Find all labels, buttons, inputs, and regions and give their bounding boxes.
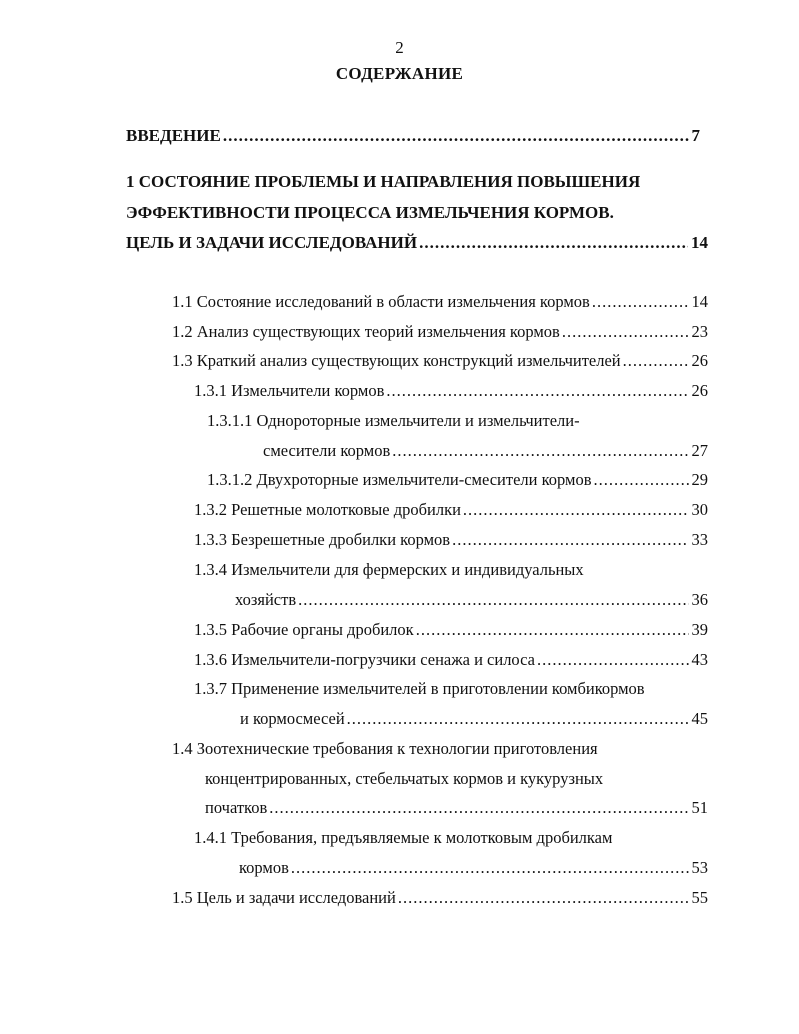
dot-leader [347, 709, 689, 729]
toc-entry-1-3-4[interactable] [235, 590, 708, 610]
dot-leader [392, 441, 688, 461]
toc-entry-1-5[interactable] [172, 888, 708, 908]
toc-entry-1-3-2[interactable] [194, 500, 708, 520]
toc-entry-1-3-5[interactable] [194, 620, 708, 640]
toc-entry-1-3-1-2[interactable] [207, 470, 708, 490]
toc-entry-1-4-1[interactable] [239, 858, 708, 878]
dot-leader [594, 470, 689, 490]
toc-page-number: 53 [691, 858, 708, 877]
dot-leader [291, 858, 689, 878]
toc-entry-1-4-1-line-1: 1.4.1 Требования, предъявляемые к молотковым дробилкам [194, 828, 613, 847]
toc-page-number: 45 [691, 709, 708, 728]
toc-entry-label: 1.3.2 Решетные молотковые дробилки [194, 500, 461, 519]
dot-leader [623, 351, 689, 371]
toc-entry-1-3-6[interactable] [194, 650, 708, 670]
toc-entry-label: 1.3 Краткий анализ существующих конструкций измельчителей [172, 351, 621, 370]
toc-entry-label: и кормосмесей [240, 709, 345, 728]
toc-entry-1-3-7[interactable] [240, 709, 708, 729]
toc-entry-1-3-7-line-1: 1.3.7 Применение измельчителей в приготовлении комбикормов [194, 679, 645, 698]
dot-leader [223, 126, 689, 146]
toc-page-number: 51 [691, 798, 708, 817]
toc-page-number: 29 [691, 470, 708, 489]
toc-entry-label: ЦЕЛЬ И ЗАДАЧИ ИССЛЕДОВАНИЙ [126, 233, 418, 252]
toc-entry-intro[interactable] [126, 126, 700, 146]
toc-chapter-1-line-2: ЭФФЕКТИВНОСТИ ПРОЦЕССА ИЗМЕЛЬЧЕНИЯ КОРМОВ. [126, 203, 614, 222]
dot-leader [592, 292, 689, 312]
dot-leader [398, 888, 689, 908]
toc-entry-1-1[interactable] [172, 292, 708, 312]
toc-page-number: 43 [691, 650, 708, 669]
dot-leader [562, 322, 689, 342]
toc-entry-1-3-1-1-line-1: 1.3.1.1 Однороторные измельчители и измельчители- [207, 411, 580, 430]
toc-page-number: 55 [691, 888, 708, 907]
dot-leader [537, 650, 689, 670]
toc-entry-label: 1.1 Состояние исследований в области измельчения кормов [172, 292, 590, 311]
toc-entry-1-3-3[interactable] [194, 530, 708, 550]
toc-entry-label: 1.3.6 Измельчители-погрузчики сенажа и силоса [194, 650, 535, 669]
toc-entry-label: початков [205, 798, 268, 817]
toc-entry-1-2[interactable] [172, 322, 708, 342]
dot-leader [386, 381, 688, 401]
toc-page-number: 14 [691, 292, 708, 311]
toc-entry-1-3[interactable] [172, 351, 708, 371]
toc-entry-label: ВВЕДЕНИЕ [126, 126, 221, 145]
dot-leader [416, 620, 689, 640]
toc-entry-1-4-line-2: концентрированных, стебельчатых кормов и кукурузных [205, 769, 604, 788]
toc-page-number: 14 [691, 233, 708, 252]
toc-chapter-1[interactable] [126, 233, 708, 253]
toc-page-number: 36 [691, 590, 708, 609]
page-number: 2 [395, 38, 404, 57]
toc-page-number: 30 [691, 500, 708, 519]
toc-entry-label: хозяйств [235, 590, 297, 609]
toc-entry-1-4[interactable] [205, 798, 708, 818]
toc-entry-1-3-1[interactable] [194, 381, 708, 401]
dot-leader [463, 500, 689, 520]
toc-entry-label: 1.3.5 Рабочие органы дробилок [194, 620, 414, 639]
dot-leader [298, 590, 688, 610]
toc-entry-label: 1.2 Анализ существующих теорий измельчения кормов [172, 322, 560, 341]
toc-page-number: 26 [691, 351, 708, 370]
dot-leader [452, 530, 688, 550]
toc-page-number: 39 [691, 620, 708, 639]
toc-entry-label: 1.3.3 Безрешетные дробилки кормов [194, 530, 451, 549]
dot-leader [419, 233, 688, 253]
toc-entry-label: 1.5 Цель и задачи исследований [172, 888, 396, 907]
toc-entry-label: смесители кормов [263, 441, 391, 460]
toc-page-number: 7 [691, 126, 700, 145]
page-title: СОДЕРЖАНИЕ [335, 64, 464, 83]
toc-entry-1-3-1-1[interactable] [263, 441, 708, 461]
toc-entry-1-3-4-line-1: 1.3.4 Измельчители для фермерских и индивидуальных [194, 560, 584, 579]
toc-page-number: 23 [691, 322, 708, 341]
toc-entry-label: 1.3.1 Измельчители кормов [194, 381, 385, 400]
toc-page-number: 27 [691, 441, 708, 460]
toc-page-number: 26 [691, 381, 708, 400]
dot-leader [269, 798, 688, 818]
toc-entry-label: кормов [239, 858, 289, 877]
toc-entry-1-4-line-1: 1.4 Зоотехнические требования к технологии приготовления [172, 739, 598, 758]
toc-chapter-1-line-1: 1 СОСТОЯНИЕ ПРОБЛЕМЫ И НАПРАВЛЕНИЯ ПОВЫШЕНИЯ [126, 172, 641, 191]
toc-page-number: 33 [691, 530, 708, 549]
toc-entry-label: 1.3.1.2 Двухроторные измельчители-смесители кормов [207, 470, 592, 489]
